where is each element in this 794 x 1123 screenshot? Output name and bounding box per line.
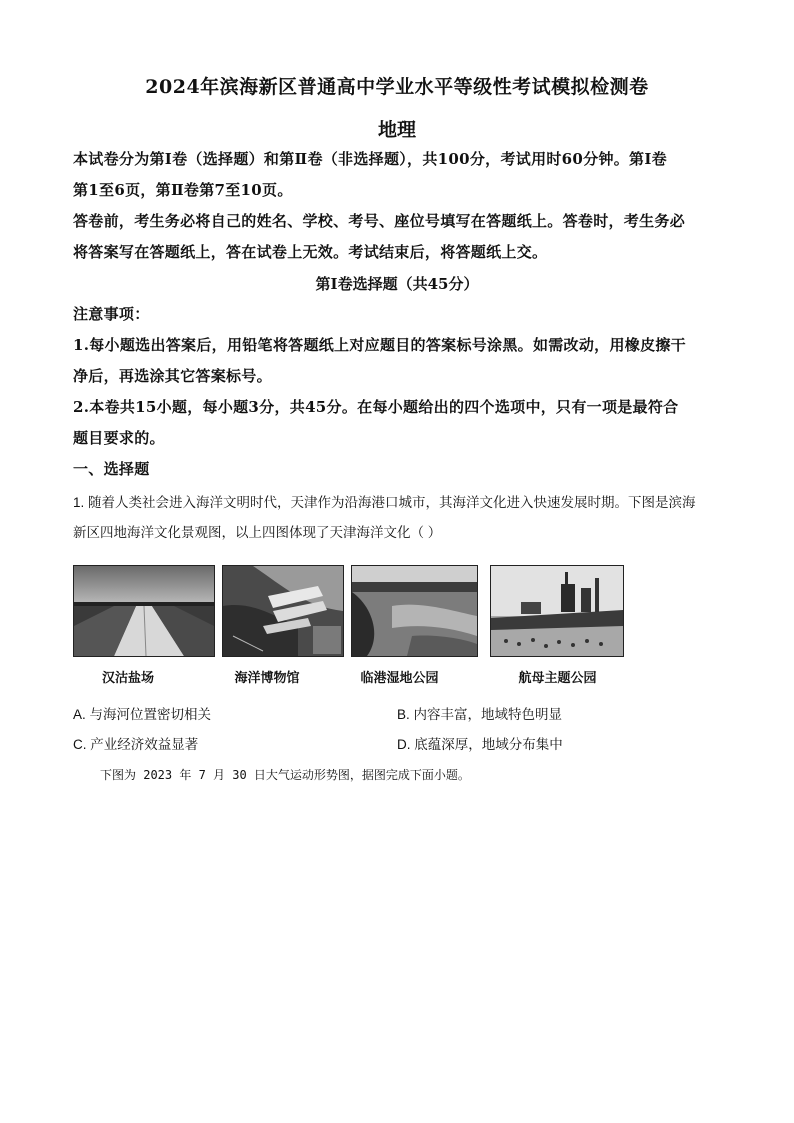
notes-line: 2.本卷共15小题，每小题3分，共45分。在每小题给出的四个选项中，只有一项是最符合 [73, 398, 679, 416]
exam-title: 2024年滨海新区普通高中学业水平等级性考试模拟检测卷 [145, 76, 649, 98]
caption-marine-museum: 海洋博物馆 [234, 670, 300, 685]
option-c: C. 产业经济效益显著 [73, 737, 199, 752]
option-a: A. 与海河位置密切相关 [73, 707, 212, 722]
caption-salt-field: 汉沽盐场 [101, 670, 154, 685]
notes-line: 净后，再选涂其它答案标号。 [73, 367, 272, 385]
exam-subject: 地理 [377, 119, 416, 141]
question-line: 新区四地海洋文化景观图，以上四图体现了天津海洋文化（ ） [73, 525, 442, 540]
question-line: 1. 随着人类社会进入海洋文明时代，天津作为沿海港口城市，其海洋文化进入快速发展时期。下图是滨海 [73, 495, 696, 510]
notes-line: 注意事项： [73, 305, 150, 323]
intro-line: 将答案写在答题纸上，答在试卷上无效。考试结束后，将答题纸上交。 [73, 243, 548, 261]
photo-salt-field [73, 565, 215, 657]
question-1-text [73, 488, 723, 548]
intro-line: 答卷前，考生务必将自己的姓名、学校、考号、座位号填写在答题纸上。答卷时，考生务必 [73, 212, 686, 230]
caption-wetland-park: 临港湿地公园 [360, 670, 439, 685]
photo-carrier-park [490, 565, 624, 657]
photo-marine-museum [222, 565, 344, 657]
section-heading: 第Ⅰ卷选择题（共45分） [315, 275, 479, 293]
next-question-intro: 下图为 2023 年 7 月 30 日大气运动形势图，据图完成下面小题。 [100, 768, 470, 782]
intro-line: 第1至6页，第Ⅱ卷第7至10页。 [73, 181, 293, 199]
option-d: D. 底蕴深厚，地域分布集中 [397, 737, 563, 752]
marine-museum-image [223, 566, 343, 656]
caption-carrier-park: 航母主题公园 [518, 670, 597, 685]
intro-paragraph [73, 144, 723, 268]
salt-field-image [74, 566, 214, 656]
notes-line: 题目要求的。 [73, 429, 165, 447]
carrier-park-image [491, 566, 623, 656]
option-b: B. 内容丰富，地域特色明显 [397, 707, 563, 722]
notes-line: 1.每小题选出答案后，用铅笔将答题纸上对应题目的答案标号涂黑。如需改动，用橡皮擦干 [73, 336, 686, 354]
notes-paragraph [73, 299, 723, 485]
notes-line: 一、选择题 [73, 460, 150, 478]
photo-wetland-park [351, 565, 478, 657]
wetland-park-image [352, 566, 477, 656]
intro-line: 本试卷分为第Ⅰ卷（选择题）和第Ⅱ卷（非选择题），共100分，考试用时60分钟。第Ⅰ卷 [73, 150, 667, 168]
